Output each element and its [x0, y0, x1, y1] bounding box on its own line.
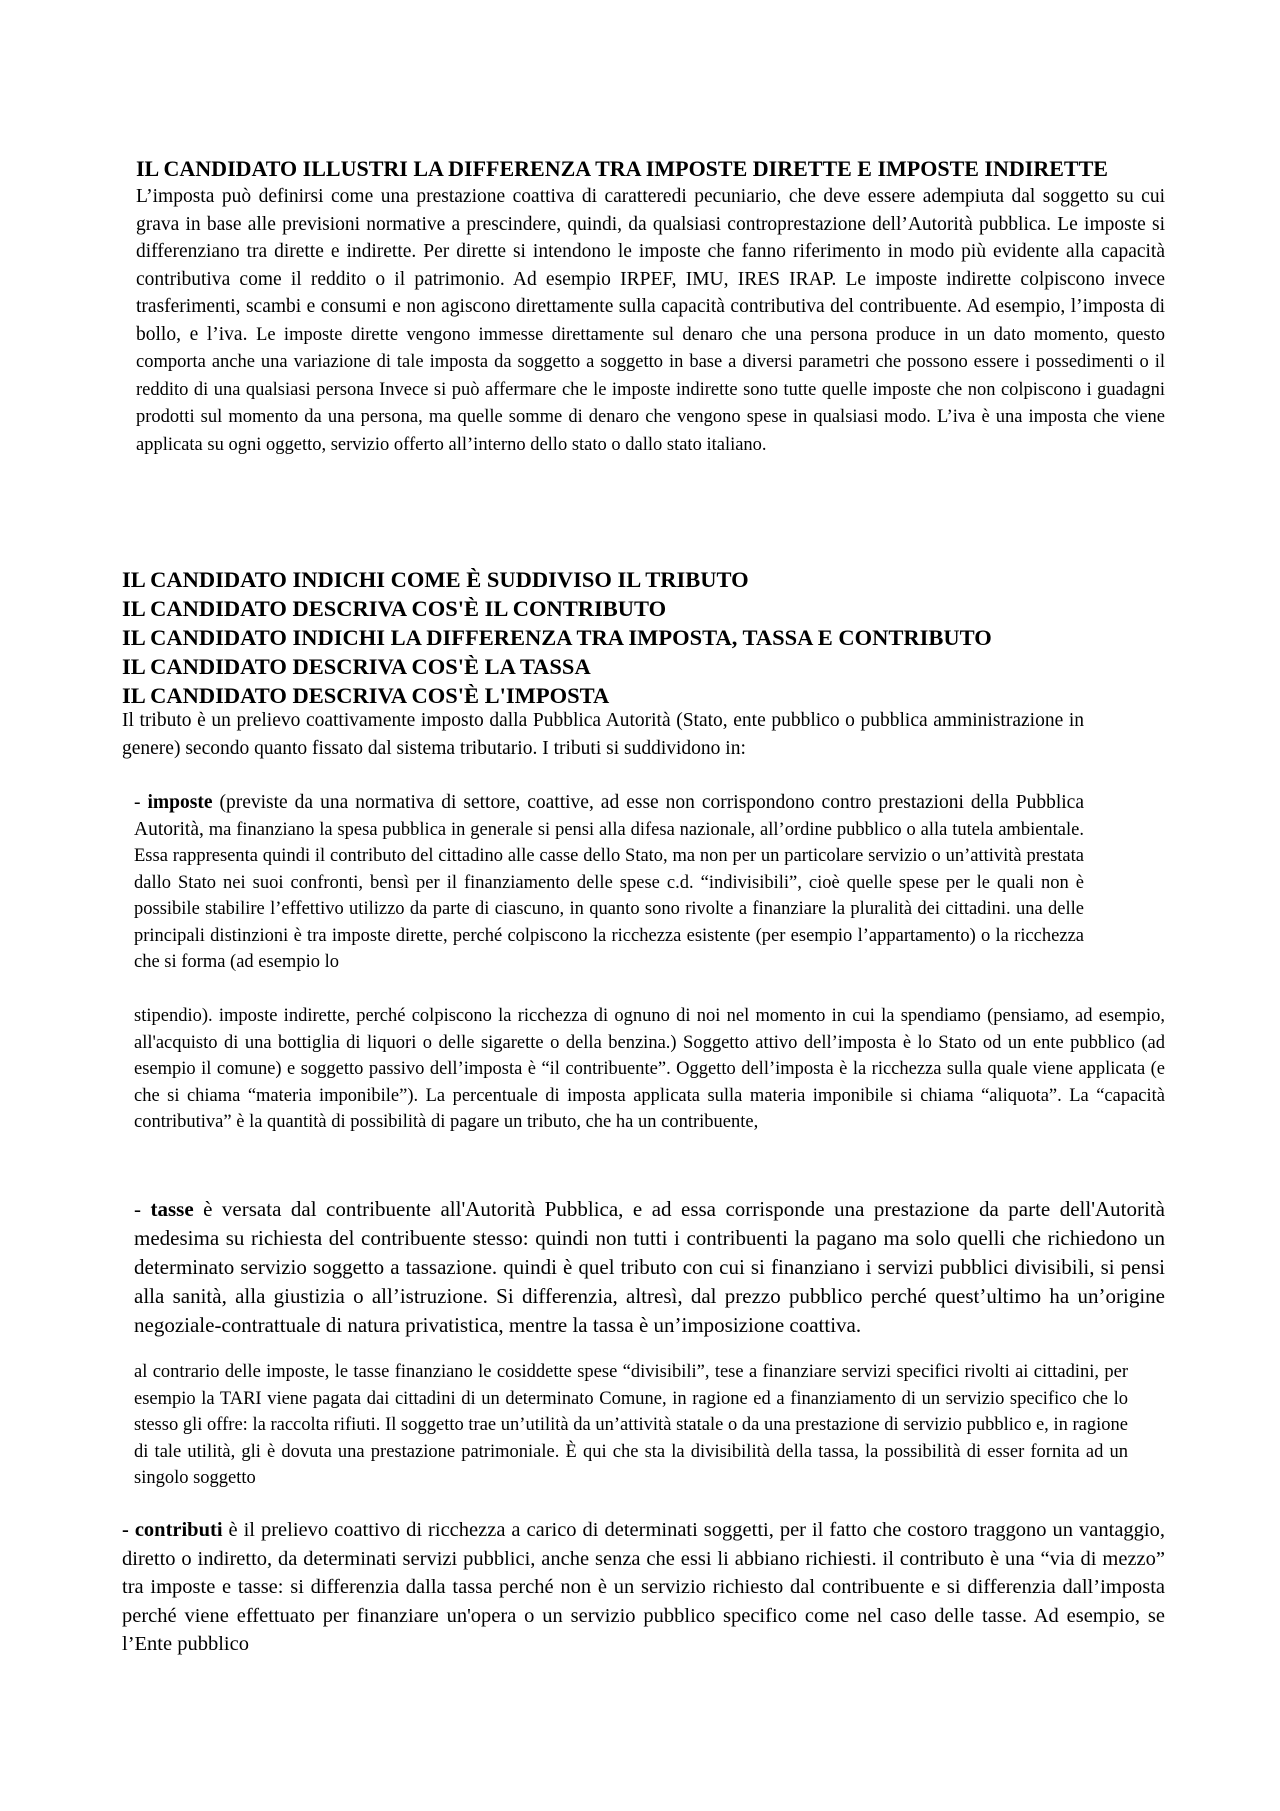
imposte-continuation: stipendio). imposte indirette, perché colpiscono la ricchezza di ognuno di noi nel momento in cui la spendiamo (pensiamo, ad esempio, all'acquisto di una bottiglia di liquori o delle sigarette o della benzina.) Soggetto attivo dell’imposta è lo Stato od un ente pubblico (ad esempio il comune) e soggetto passivo dell’imposta è “il contribuente”. Oggetto dell’imposta è la ricchezza sulla quale viene applicata (e che si chiama “materia imponibile”). La percentuale di imposta applicata sulla materia imponibile si chiama “aliquota”. La “capacità contributiva” è la quantità di possibilità di pagare un tributo, che ha un contribuente, [134, 1006, 1165, 1132]
paragraph [136, 183, 1165, 458]
question-headings [122, 565, 1122, 710]
list-dash: - [122, 1519, 135, 1541]
imposte-lead: (previste da una normativa di settore, coattive, ad esse non corrispondono contro prestazioni della Pubblica Autorità, [134, 792, 1084, 840]
term-imposte: imposte [147, 792, 213, 813]
question-heading: IL CANDIDATO DESCRIVA COS'È LA TASSA [122, 654, 591, 679]
section-imposte-dirette-indirette [136, 154, 1165, 458]
question-heading: IL CANDIDATO DESCRIVA COS'È IL CONTRIBUTO [122, 596, 667, 621]
paragraph-text: L’imposta può definirsi come una prestazione coattiva di caratteredi pecuniario, che deve essere adempiuta dal soggetto su cui grava in base alle previsioni normative a prescindere, quindi, da qualsiasi controprestazione dell’Autorità pubblica. Le imposte si differenziano tra dirette e indirette. Per dirette si intendono le imposte che fanno riferimento in modo più evidente alla capacità contributiva come il reddito o il patrimonio. Ad esempio IRPEF, IMU, IRES IRAP. Le imposte indirette colpiscono invece trasferimenti, scambi e consumi e non agiscono direttamente sulla capacità contributiva del contribuente. Ad esempio, l’imposta di bollo, e l’iva. [136, 186, 1165, 345]
question-heading: IL CANDIDATO INDICHI LA DIFFERENZA TRA IMPOSTA, TASSA E CONTRIBUTO [122, 625, 992, 650]
tasse-paragraph [134, 1195, 1165, 1340]
contributi-body: è il prelievo coattivo di ricchezza a carico di determinati soggetti, per il fatto che costoro traggono un vantaggio, diretto o indiretto, da determinati servizi pubblici, anche senza che essi li abbiano richiesti. il contributo è una “via di mezzo” tra imposte e tasse: si differenzia dalla tassa perché non è un servizio richiesto dal contribuente e si differenzia dall’imposta perché viene effettuato per finanziare un'opera o un servizio pubblico specifico come nel caso delle tasse. Ad esempio, se l’Ente pubblico [122, 1519, 1165, 1655]
question-heading: IL CANDIDATO INDICHI COME È SUDDIVISO IL TRIBUTO [122, 567, 749, 592]
paragraph-text: Le imposte dirette vengono immesse direttamente sul denaro che una persona produce in un dato momento, questo comporta anche una variazione di tale imposta da soggetto a soggetto in base a diversi parametri che possono essere i possedimenti o il reddito di una qualsiasi persona Invece si può affermare che le imposte indirette sono tutte quelle imposte che non colpiscono i guadagni prodotti sul momento da una persona, ma quelle somme di denaro che vengono spese in qualsiasi modo. L’iva è una imposta che viene applicata su ogni oggetto, servizio offerto all’interno dello stato o dallo stato italiano. [136, 324, 1165, 455]
tasse-continuation: al contrario delle imposte, le tasse finanziano le cosiddette spese “divisibili”, tese a finanziare servizi specifici rivolti ai cittadini, per esempio la TARI viene pagata dai cittadini di un determinato Comune, in ragione ed a finanziamento di un servizio specifico che lo stesso gli offre: la raccolta rifiuti. Il soggetto trae un’utilità da un’attività statale o da una prestazione di servizio pubblico e, in ragione di tale utilità, gli è dovuta una prestazione patrimoniale. È qui che sta la divisibilità della tassa, la possibilità di esser fornita ad un singolo soggetto [134, 1362, 1128, 1488]
question-heading: IL CANDIDATO DESCRIVA COS'È L'IMPOSTA [122, 683, 610, 708]
section-heading: IL CANDIDATO ILLUSTRI LA DIFFERENZA TRA IMPOSTE DIRETTE E IMPOSTE INDIRETTE [136, 156, 1108, 181]
imposte-body: ma finanziano la spesa pubblica in generale si pensi alla difesa nazionale, all’ordine pubblico o alla tutela ambientale. Essa rappresenta quindi il contributo del cittadino alle casse dello Stato, ma non per un particolare servizio o un’attività prestata dallo Stato nei suoi confronti, bensì per il finanziamento delle spese c.d. “indivisibili”, cioè quelle spese per le quali non è possibile stabilire l’effettivo utilizzo da parte di ciascuno, in quanto sono rivolte a finanziare la pluralità dei cittadini. una delle principali distinzioni è tra imposte dirette, perché colpiscono la ricchezza esistente (per esempio l’appartamento) o la ricchezza che si forma (ad esempio lo [134, 819, 1084, 972]
contributi-paragraph [122, 1516, 1165, 1659]
term-contributi: contributi [134, 1519, 223, 1541]
imposte-paragraph [134, 790, 1084, 976]
list-dash: - [134, 1197, 151, 1221]
tasse-body: è versata dal contribuente all'Autorità Pubblica, e ad essa corrisponde una prestazione da parte dell'Autorità medesima su richiesta del contribuente stesso: quindi non tutti i contribuenti la pagano ma solo quelli che richiedono un determinato servizio soggetto a tassazione. quindi è quel tributo con cui si finanziano i servizi pubblici divisibili, si pensi alla sanità, alla giustizia o all’istruzione. Si differenzia, altresì, dal prezzo pubblico perché quest’ultimo ha un’origine negoziale-contrattuale di natura privatistica, mentre la tassa è un’imposizione coattiva. [134, 1197, 1165, 1337]
list-dash: - [134, 792, 148, 813]
term-tasse: tasse [150, 1197, 194, 1221]
tributo-intro: Il tributo è un prelievo coattivamente imposto dalla Pubblica Autorità (Stato, ente pubblico o pubblica amministrazione in genere) secondo quanto fissato dal sistema tributario. I tributi si suddividono in: [122, 710, 1084, 759]
